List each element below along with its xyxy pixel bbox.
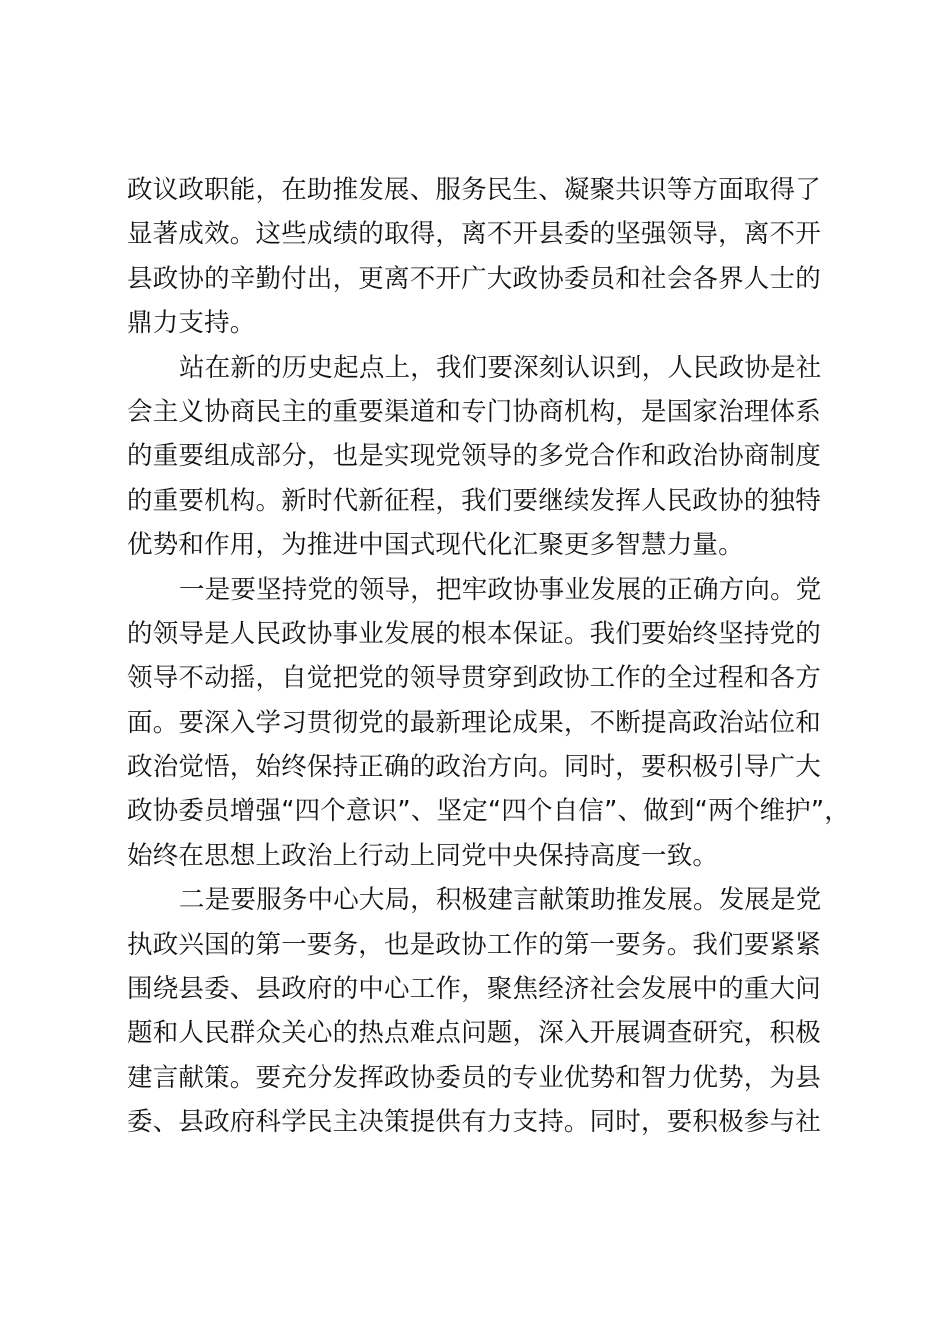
text-line: 会主义协商民主的重要渠道和专门协商机构，是国家治理体系: [127, 396, 821, 427]
text-line: 面。要深入学习贯彻党的最新理论成果，不断提高政治站位和: [127, 707, 821, 738]
text-line: 政治觉悟，始终保持正确的政治方向。同时，要积极引导广大: [127, 752, 821, 783]
text-line: 始终在思想上政治上行动上同党中央保持高度一致。: [127, 840, 719, 871]
text-line: 题和人民群众关心的热点难点问题，深入开展调查研究，积极: [127, 1018, 821, 1049]
document-body: [127, 168, 850, 1145]
text-line: 政协委员增强“四个意识”、坚定“四个自信”、做到“两个维护”，: [127, 796, 850, 827]
paragraph-first-line: 站在新的历史起点上，我们要深刻认识到，人民政协是社: [179, 352, 822, 383]
text-line: 的领导是人民政协事业发展的根本保证。我们要始终坚持党的: [127, 618, 821, 649]
paragraph-first-line: 二是要服务中心大局，积极建言献策助推发展。发展是党: [179, 885, 822, 916]
text-line: 显著成效。这些成绩的取得，离不开县委的坚强领导，离不开: [127, 219, 821, 250]
text-line: 围绕县委、县政府的中心工作，聚焦经济社会发展中的重大问: [127, 974, 821, 1005]
text-line: 委、县政府科学民主决策提供有力支持。同时，要积极参与社: [127, 1107, 821, 1138]
text-line: 鼎力支持。: [127, 308, 256, 339]
text-line: 政议政职能，在助推发展、服务民生、凝聚共识等方面取得了: [127, 175, 821, 205]
text-line: 领导不动摇，自觉把党的领导贯穿到政协工作的全过程和各方: [127, 663, 821, 694]
text-line: 的重要组成部分，也是实现党领导的多党合作和政治协商制度: [127, 441, 821, 472]
text-line: 的重要机构。新时代新征程，我们要继续发挥人民政协的独特: [127, 485, 821, 516]
text-line: 县政协的辛勤付出，更离不开广大政协委员和社会各界人士的: [127, 263, 821, 294]
text-line: 执政兴国的第一要务，也是政协工作的第一要务。我们要紧紧: [127, 929, 821, 960]
text-line: 建言献策。要充分发挥政协委员的专业优势和智力优势，为县: [127, 1062, 821, 1093]
paragraph-first-line: 一是要坚持党的领导，把牢政协事业发展的正确方向。党: [179, 574, 822, 605]
text-line: 优势和作用，为推进中国式现代化汇聚更多智慧力量。: [127, 530, 744, 561]
